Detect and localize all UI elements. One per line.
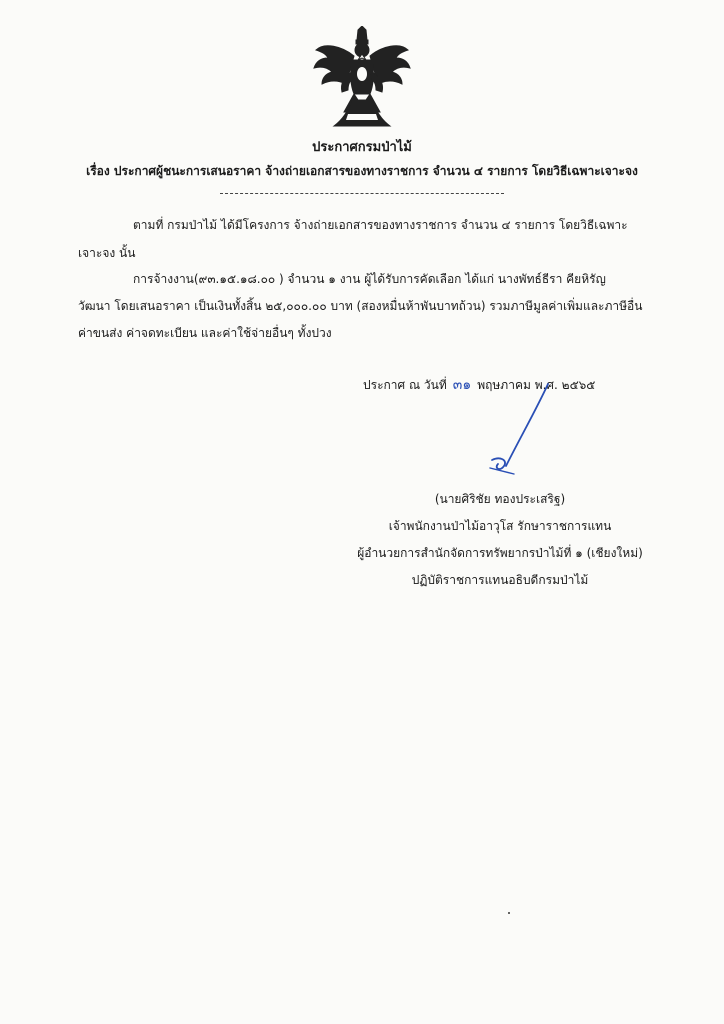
handwritten-signature: [470, 380, 560, 480]
date-suffix: พฤษภาคม พ.ศ. ๒๕๖๕: [477, 378, 596, 392]
signatory-name: (นายศิริชัย ทองประเสริฐ): [434, 492, 566, 506]
body-line: ตามที่ กรมป่าไม้ ได้มีโครงการ จ้างถ่ายเอกสารของทางราชการ จำนวน ๔ รายการ โดยวิธีเฉพาะ: [133, 218, 628, 232]
date-day: ๓๑: [452, 377, 472, 393]
page-title: ประกาศกรมป่าไม้: [312, 140, 412, 155]
subject-line: เรื่อง ประกาศผู้ชนะการเสนอราคา จ้างถ่ายเอกสารของทางราชการ จำนวน ๔ รายการ โดยวิธีเฉพาะเจาะจง: [86, 164, 638, 178]
garuda-emblem-icon: [312, 26, 412, 130]
signature-block: [330, 486, 670, 594]
signatory-position: ปฏิบัติราชการแทนอธิบดีกรมป่าไม้: [411, 573, 589, 587]
body-line: ค่าขนส่ง ค่าจดทะเบียน และค่าใช้จ่ายอื่นๆ ทั้งปวง: [78, 326, 332, 340]
body-line: การจ้างงาน(๙๓.๑๕.๑๘.๐๐ ) จำนวน ๑ งาน ผู้ได้รับการคัดเลือก ได้แก่ นางพัทธ์ธีรา คียหิรัญ: [133, 272, 606, 286]
signatory-position: เจ้าพนักงานป่าไม้อาวุโส รักษาราชการแทน: [388, 519, 612, 533]
body-line: วัฒนา โดยเสนอราคา เป็นเงินทั้งสิ้น ๒๕,๐๐๐.๐๐ บาท (สองหมื่นห้าพันบาทถ้วน) รวมภาษีมูลค่าเพิ่มและภาษีอื่น: [78, 299, 643, 313]
body-line: เจาะจง นั้น: [78, 246, 136, 260]
speck: [508, 912, 510, 914]
date-prefix: ประกาศ ณ วันที่: [363, 378, 447, 392]
signatory-position: ผู้อำนวยการสำนักจัดการทรัพยากรป่าไม้ที่ ๑ (เชียงใหม่): [357, 546, 643, 560]
divider: [220, 193, 504, 194]
